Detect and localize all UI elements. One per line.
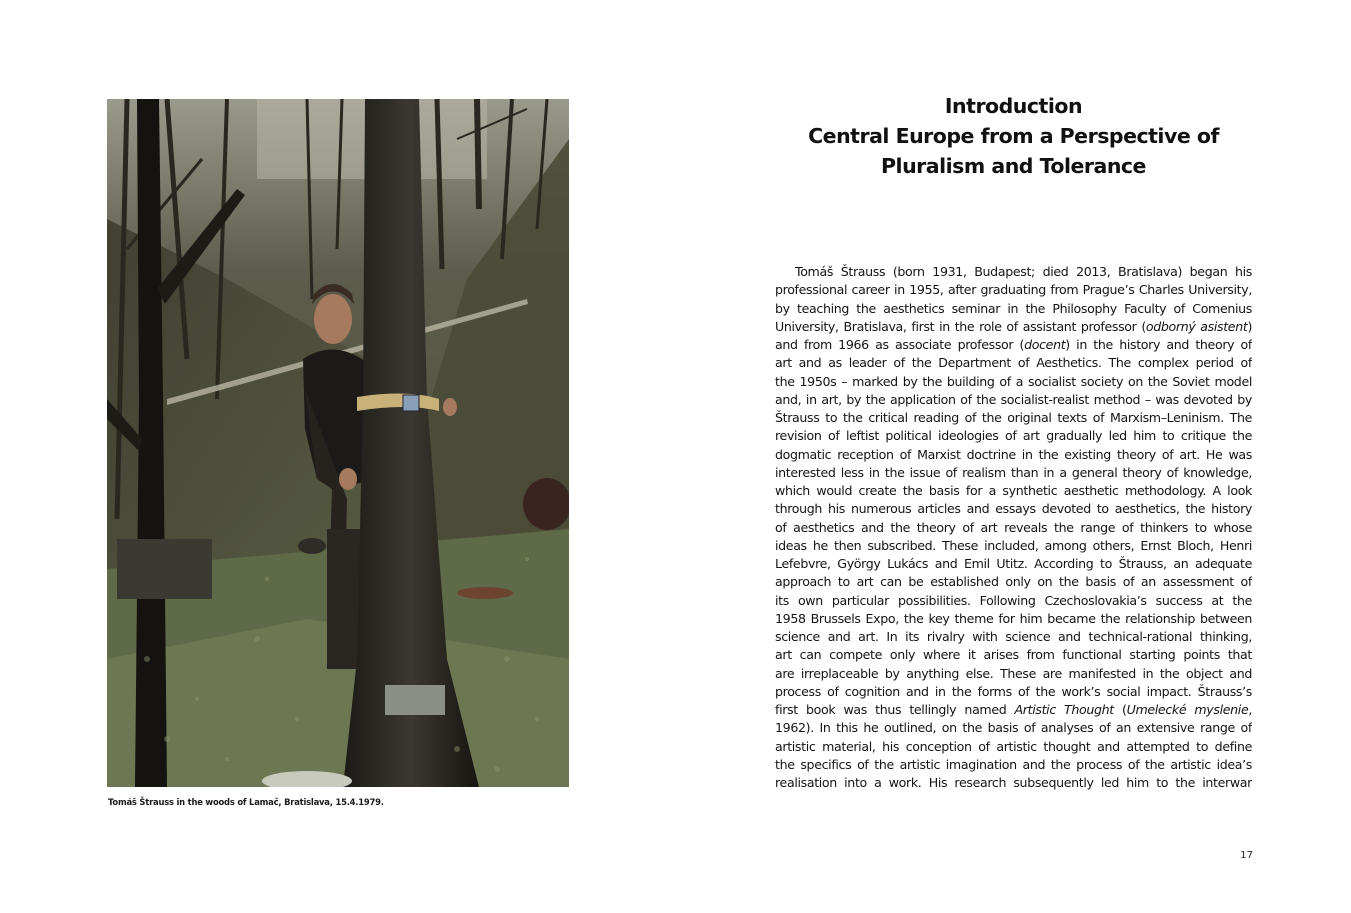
text-run: professional career in 1955, after graduating from Prague’s Charles University, xyxy=(775,282,1252,298)
text-run: its own particular possibilities. Following Czechoslovakia’s success at the xyxy=(775,592,1252,608)
title-line: Central Europe from a Perspective of xyxy=(808,124,1219,148)
text-run: by teaching the aesthetics seminar in the Philosophy Faculty of Comenius xyxy=(775,300,1252,316)
body-text-line xyxy=(775,446,1252,464)
right-page xyxy=(676,0,1351,913)
italic-term: Umelecké myslenie xyxy=(1126,702,1249,717)
text-run: ( xyxy=(1113,702,1127,717)
text-run: ) xyxy=(1247,318,1252,334)
text-run: , xyxy=(1248,702,1252,717)
text-run: of aesthetics and the theory of art reveals the range of thinkers to whose xyxy=(775,519,1252,535)
body-text-line xyxy=(775,646,1252,664)
body-text-line xyxy=(775,701,1252,719)
text-run: the 1950s – marked by the building of a socialist society on the Soviet model xyxy=(775,373,1252,389)
body-text-line xyxy=(775,373,1252,391)
text-run: art can compete only where it arises from functional starting points that xyxy=(775,647,1252,663)
text-run: University, Bratislava, first in the role of assistant professor ( xyxy=(775,318,1146,334)
body-text-line xyxy=(775,427,1252,445)
body-text-line xyxy=(775,774,1252,792)
text-run: realisation into a work. His research subsequently led him to the interwar xyxy=(775,775,1252,790)
body-text-line xyxy=(775,391,1252,409)
text-run: ideas he then subscribed. These included, among others, Ernst Bloch, Henri xyxy=(775,537,1252,553)
text-run: are irreplaceable by anything else. These are manifested in the object and xyxy=(775,665,1252,681)
body-text-line xyxy=(775,628,1252,646)
text-run: science and art. In its rivalry with science and technical-rational thinking, xyxy=(775,629,1252,644)
body-text-line xyxy=(775,354,1252,372)
text-run: ) in the history and theory of xyxy=(1065,337,1252,352)
body-text-line xyxy=(775,573,1252,591)
body-text-line xyxy=(775,665,1252,683)
body-text-line xyxy=(775,336,1252,354)
page-number: 17 xyxy=(1240,850,1253,861)
text-run: approach to art can be established only on the basis of an assessment of xyxy=(775,574,1252,590)
body-paragraph xyxy=(775,263,1252,792)
body-text-line xyxy=(775,482,1252,500)
body-text-line xyxy=(775,555,1252,573)
text-run: which would create the basis for a synthetic aesthetic methodology. A look xyxy=(775,483,1252,498)
body-text-line xyxy=(775,519,1252,537)
text-run: Štrauss to the critical reading of the original texts of Marxism–Leninism. The xyxy=(775,410,1252,425)
photo-caption: Tomáš Štrauss in the woods of Lamač, Bratislava, 15.4.1979. xyxy=(108,797,384,807)
text-run: artistic material, his conception of artistic thought and attempted to define xyxy=(775,738,1252,754)
text-run: Tomáš Štrauss (born 1931, Budapest; died 2013, Bratislava) began his xyxy=(795,264,1252,279)
chapter-title xyxy=(676,91,1351,181)
body-text-line xyxy=(775,281,1252,299)
text-run: dogmatic reception of Marxist doctrine in the existing theory of art. He was xyxy=(775,446,1252,462)
text-run: and, in art, by the application of the socialist-realist method – was devoted by xyxy=(775,391,1252,407)
body-text-line xyxy=(775,464,1252,482)
body-text-line xyxy=(775,300,1252,318)
body-text-line xyxy=(775,610,1252,628)
body-text-line xyxy=(775,318,1252,336)
body-text-line xyxy=(775,756,1252,774)
text-run: through his numerous articles and essays devoted to aesthetics, the history xyxy=(775,501,1252,517)
body-text-line xyxy=(775,683,1252,701)
body-text-line xyxy=(775,592,1252,610)
body-text-line xyxy=(775,500,1252,518)
text-run: process of cognition and in the forms of the work’s social impact. Štrauss’s xyxy=(775,683,1252,699)
text-run: interested less in the issue of realism than in a general theory of knowledge, xyxy=(775,464,1252,480)
text-run: and from 1966 as associate professor ( xyxy=(775,337,1025,352)
text-run: 1958 Brussels Expo, the key theme for him became the relationship between xyxy=(775,610,1252,626)
text-run: 1962). In this he outlined, on the basis of analyses of an extensive range of xyxy=(775,720,1252,736)
text-run: first book was thus tellingly named xyxy=(775,702,1015,717)
italic-term: odborný asistent xyxy=(1145,318,1248,334)
body-text-line xyxy=(775,738,1252,756)
body-text-line xyxy=(775,537,1252,555)
text-run: art and as leader of the Department of Aesthetics. The complex period of xyxy=(775,355,1252,371)
body-text-line xyxy=(775,719,1252,737)
body-text-line xyxy=(775,409,1252,427)
text-run: the specifics of the artistic imagination and the process of the artistic idea’s xyxy=(775,756,1252,772)
italic-term: Artistic Thought xyxy=(1014,702,1114,717)
title-line: Pluralism and Tolerance xyxy=(881,154,1146,178)
text-run: revision of leftist political ideologies of art gradually led him to critique the xyxy=(775,428,1252,444)
title-line: Introduction xyxy=(944,94,1083,118)
text-run: Lefebvre, György Lukács and Emil Utitz. According to Štrauss, an adequate xyxy=(775,556,1252,571)
photograph xyxy=(107,99,569,787)
forest-photo-image xyxy=(107,99,569,787)
body-text-line xyxy=(775,263,1252,281)
italic-term: docent xyxy=(1024,337,1066,352)
